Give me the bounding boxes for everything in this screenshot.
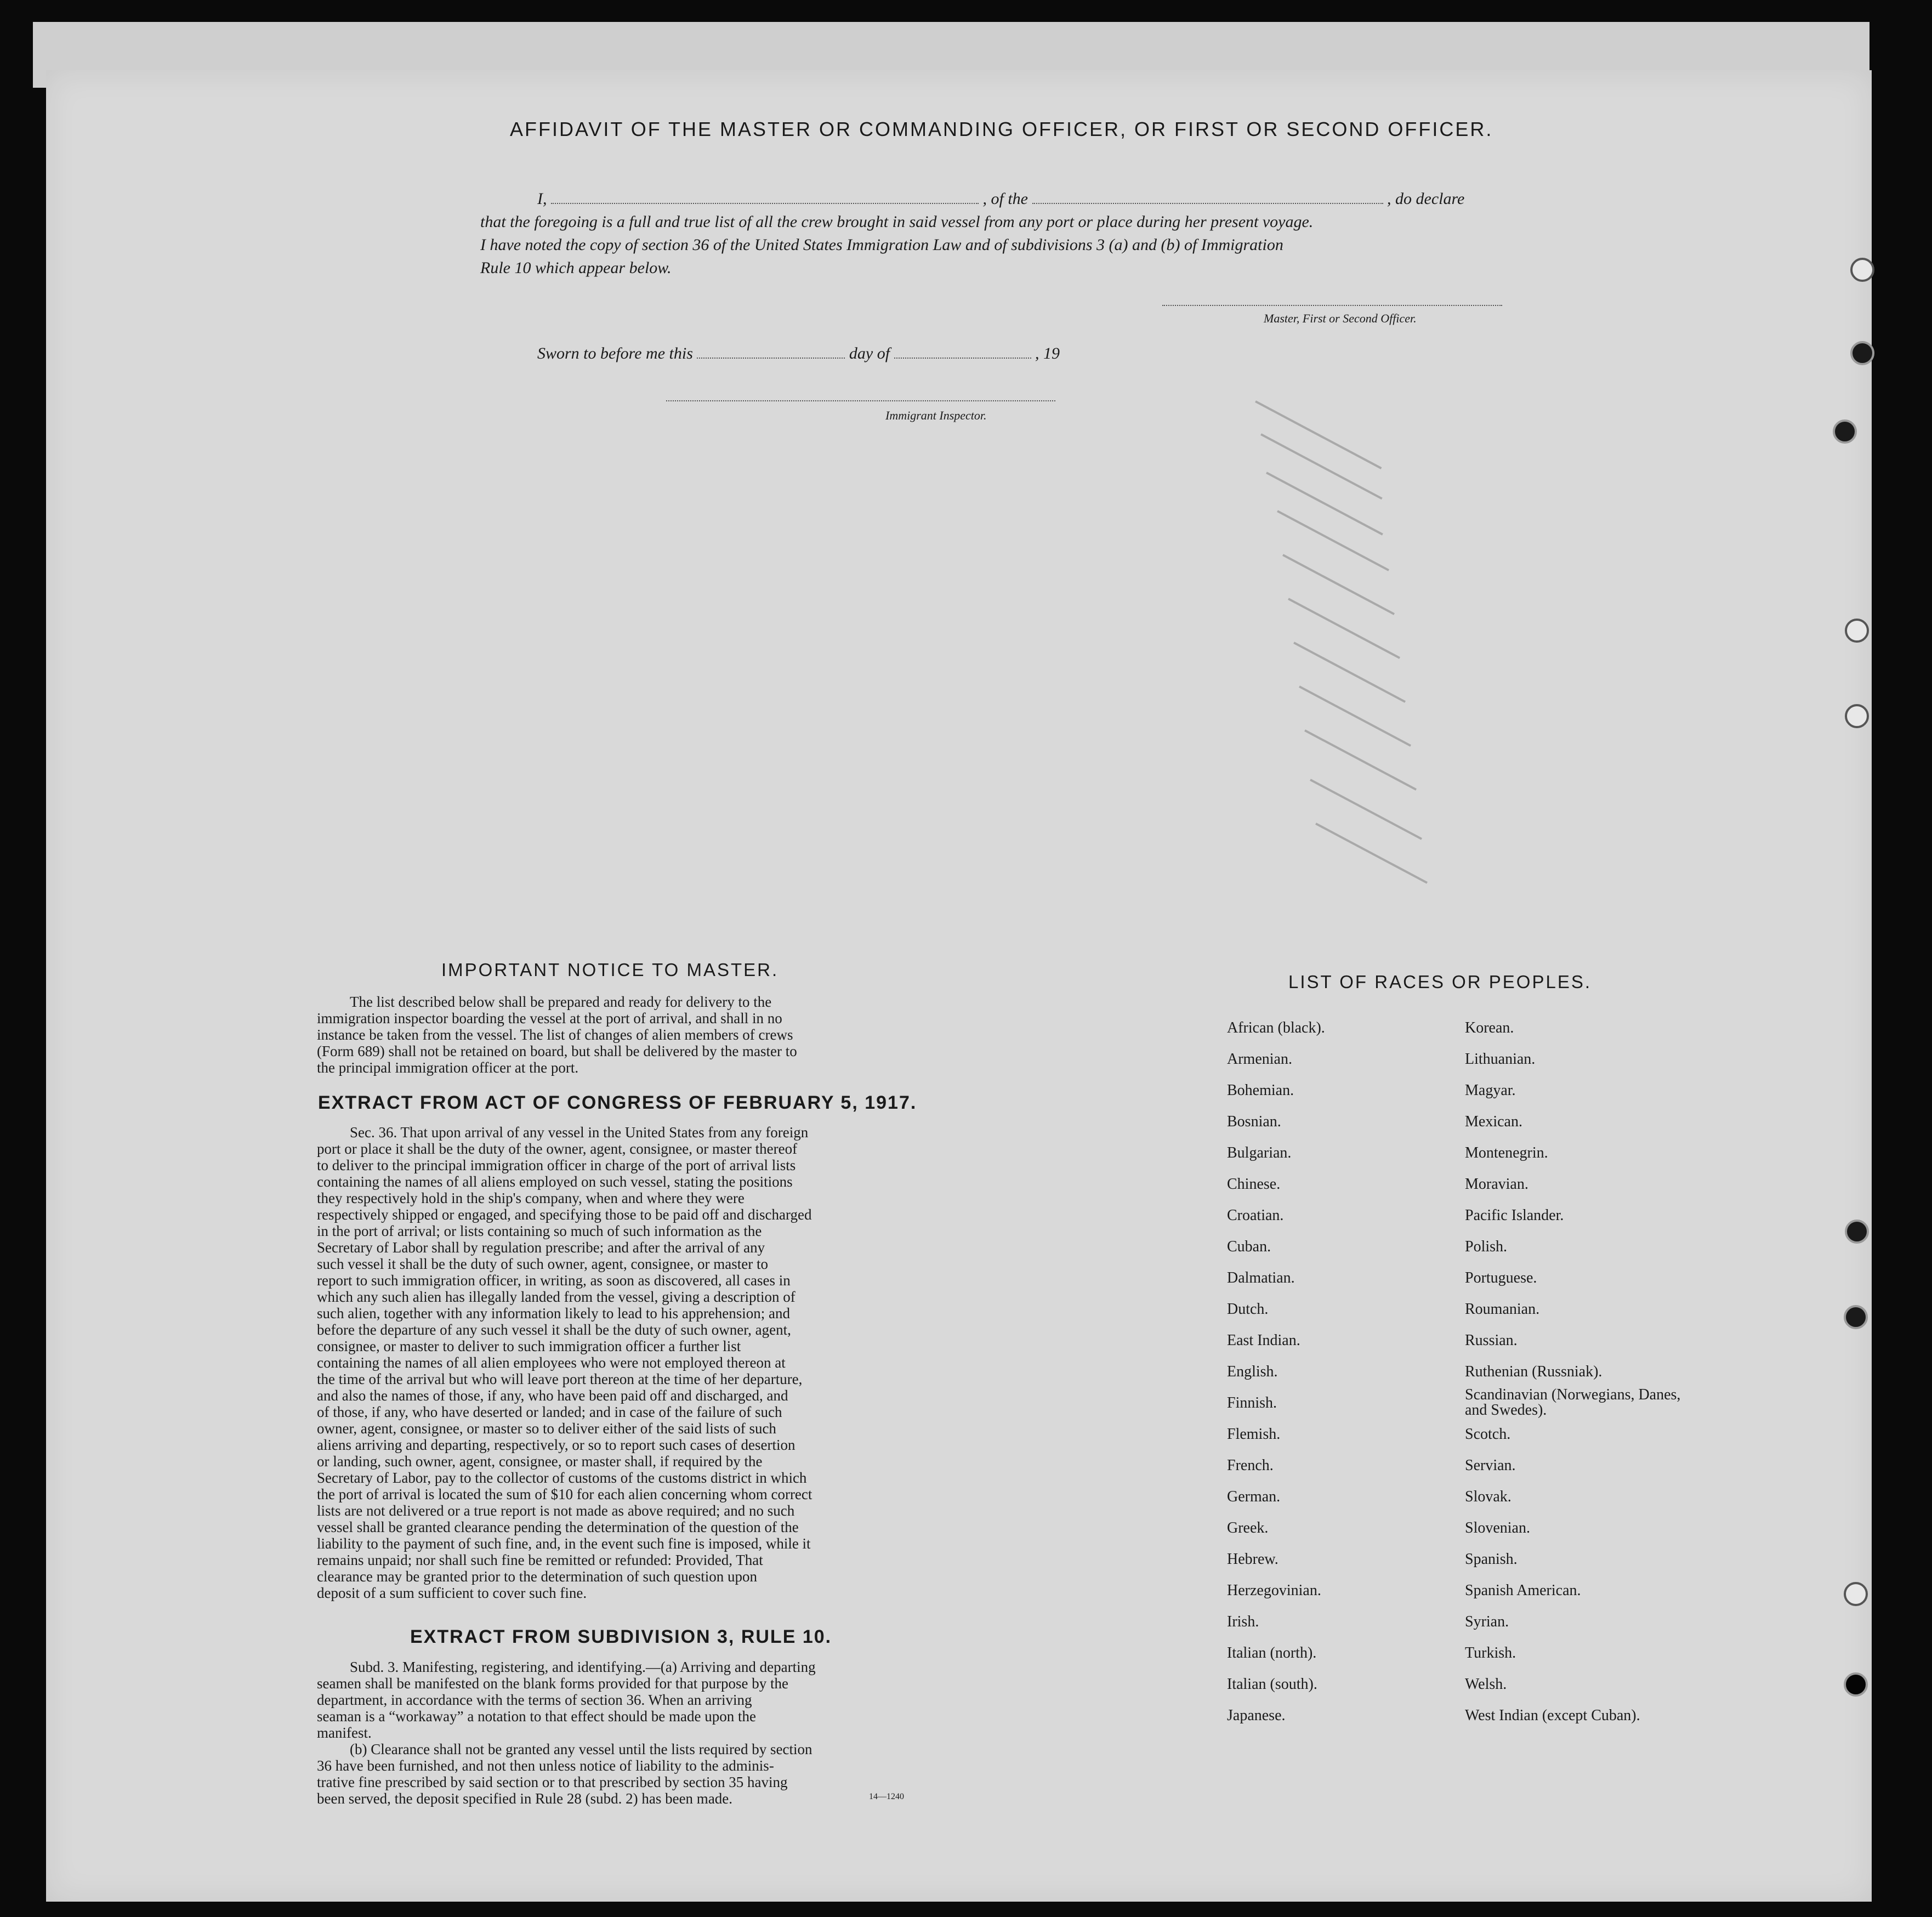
act-extract-line: before the departure of any such vessel it shall be the duty of such owner, agent, <box>317 1322 791 1338</box>
notice-title: IMPORTANT NOTICE TO MASTER. <box>441 960 779 980</box>
race-item: Croatian. <box>1227 1207 1284 1224</box>
race-item: Syrian. <box>1465 1613 1509 1630</box>
act-extract-line: remains unpaid; nor shall such fine be remitted or refunded: Provided, That <box>317 1552 763 1568</box>
sworn-text: Sworn to before me this <box>537 344 693 362</box>
race-item: Japanese. <box>1227 1707 1286 1724</box>
races-title: LIST OF RACES OR PEOPLES. <box>1288 972 1592 992</box>
act-extract-line: containing the names of all aliens employed on such vessel, stating the positions <box>317 1173 793 1190</box>
race-item: Scandinavian (Norwegians, Danes, and Swedes). <box>1465 1386 1681 1419</box>
binder-hole <box>1845 704 1869 728</box>
master-signature-line[interactable] <box>1162 305 1502 306</box>
act-extract-line: the time of the arrival but who will leave port thereon at the time of her departure, <box>317 1371 803 1387</box>
race-item: Greek. <box>1227 1519 1269 1536</box>
race-item: Finnish. <box>1227 1394 1277 1411</box>
rule-extract-title: EXTRACT FROM SUBDIVISION 3, RULE 10. <box>410 1626 832 1647</box>
vessel-name-field[interactable] <box>1032 203 1383 204</box>
race-item: Spanish. <box>1465 1551 1518 1568</box>
race-item: Herzegovinian. <box>1227 1582 1321 1599</box>
act-extract-line: deposit of a sum sufficient to cover such fine. <box>317 1585 587 1601</box>
rule-extract-line: 36 have been furnished, and not then unless notice of liability to the adminis- <box>317 1757 774 1774</box>
act-extract-line: clearance may be granted prior to the determination of such question upon <box>317 1568 757 1585</box>
act-extract-line: which any such alien has illegally landed from the vessel, giving a description of <box>317 1289 795 1305</box>
rule-extract-line: trative fine prescribed by said section or to that prescribed by section 35 having <box>317 1774 788 1790</box>
race-item: Bosnian. <box>1227 1113 1281 1130</box>
race-item: Slovak. <box>1465 1488 1511 1505</box>
race-item: Montenegrin. <box>1465 1144 1548 1161</box>
sworn-line <box>537 342 1060 365</box>
affidavit-title: AFFIDAVIT OF THE MASTER OR COMMANDING OFFICER, OR FIRST OR SECOND OFFICER. <box>510 118 1493 140</box>
act-extract-line: report to such immigration officer, in writing, as soon as discovered, all cases in <box>317 1272 791 1289</box>
race-item: Mexican. <box>1465 1113 1522 1130</box>
act-extract-line: owner, agent, consignee, or master so to deliver either of the said lists of such <box>317 1420 776 1437</box>
race-item: Armenian. <box>1227 1051 1292 1068</box>
race-item: Welsh. <box>1465 1676 1507 1693</box>
act-extract-line: Sec. 36. That upon arrival of any vessel in the United States from any foreign <box>350 1124 809 1141</box>
race-item: Turkish. <box>1465 1644 1516 1661</box>
race-item: Magyar. <box>1465 1082 1516 1099</box>
binder-hole <box>1844 1582 1868 1606</box>
races-left-column <box>1227 1012 1325 1731</box>
binder-hole <box>1845 1220 1869 1244</box>
declaration-line-2: that the foregoing is a full and true list of all the crew brought in said vessel from any port or place during her present voyage. <box>480 213 1314 231</box>
act-extract-line: in the port of arrival; or lists containing so much of such information as the <box>317 1223 762 1239</box>
binder-hole <box>1850 258 1874 282</box>
notice-line: immigration inspector boarding the vessel at the port of arrival, and shall in no <box>317 1010 782 1026</box>
race-item: German. <box>1227 1488 1281 1505</box>
notice-line: (Form 689) shall not be retained on board, but shall be delivered by the master to <box>317 1043 797 1059</box>
rule-extract-body <box>317 1659 934 1807</box>
rule-extract-line: manifest. <box>317 1725 372 1741</box>
declaration-of-the: , of the <box>982 190 1028 208</box>
rule-extract-line: (b) Clearance shall not be granted any vessel until the lists required by section <box>350 1741 812 1757</box>
act-extract-line: they respectively hold in the ship's company, when and where they were <box>317 1190 745 1206</box>
binder-hole <box>1850 341 1874 365</box>
act-extract-line: or landing, such owner, agent, consignee, or master shall, if required by the <box>317 1453 763 1470</box>
rule-extract-line: seamen shall be manifested on the blank forms provided for that purpose by the <box>317 1675 789 1692</box>
act-extract-line: such vessel it shall be the duty of such owner, agent, consignee, or master to <box>317 1256 768 1272</box>
rule-extract-line: seaman is a “workaway” a notation to that effect should be made upon the <box>317 1708 756 1725</box>
act-extract-line: vessel shall be granted clearance pending the determination of the question of the <box>317 1519 799 1535</box>
declaration-line-3: I have noted the copy of section 36 of the United States Immigration Law and of subdivisions 3 (a) and (b) of Immigration <box>480 236 1283 254</box>
act-extract-line: containing the names of all alien employees who were not employed thereon at <box>317 1354 786 1371</box>
race-item: Italian (south). <box>1227 1676 1317 1693</box>
race-item: Hebrew. <box>1227 1551 1278 1568</box>
act-extract-line: lists are not delivered or a true report is not made as above required; and no such <box>317 1502 795 1519</box>
race-item: Polish. <box>1465 1238 1508 1255</box>
act-extract-line: respectively shipped or engaged, and specifying those to be paid off and discharged <box>317 1206 812 1223</box>
act-extract-line: such alien, together with any information likely to lead to his apprehension; and <box>317 1305 791 1322</box>
inspector-label: Immigrant Inspector. <box>885 409 987 422</box>
act-extract-body <box>317 1124 934 1601</box>
sworn-year: , 19 <box>1035 344 1060 362</box>
act-extract-line: to deliver to the principal immigration officer in charge of the port of arrival lists <box>317 1157 796 1173</box>
binder-hole <box>1844 1672 1868 1697</box>
race-item: African (black). <box>1227 1019 1325 1036</box>
sworn-month-field[interactable] <box>894 358 1031 359</box>
race-item: Flemish. <box>1227 1426 1281 1443</box>
declaration-i: I, <box>537 190 547 208</box>
race-item: Korean. <box>1465 1019 1514 1036</box>
act-extract-line: the port of arrival is located the sum of $10 for each alien concerning whom correct <box>317 1486 812 1502</box>
declaration-line-1 <box>537 188 1464 211</box>
act-extract-line: Secretary of Labor, pay to the collector of customs of the customs district in which <box>317 1470 807 1486</box>
rule-extract-line: Subd. 3. Manifesting, registering, and identifying.—(a) Arriving and departing <box>350 1659 816 1675</box>
race-item: Cuban. <box>1227 1238 1271 1255</box>
race-item: Irish. <box>1227 1613 1259 1630</box>
races-right-column <box>1465 1012 1706 1731</box>
race-item: Roumanian. <box>1465 1301 1540 1318</box>
race-item: Dutch. <box>1227 1301 1269 1318</box>
race-item: Ruthenian (Russniak). <box>1465 1363 1603 1380</box>
race-item: Italian (north). <box>1227 1644 1317 1661</box>
act-extract-line: of those, if any, who have deserted or landed; and in case of the failure of such <box>317 1404 782 1420</box>
race-item: Pacific Islander. <box>1465 1207 1564 1224</box>
binder-hole <box>1844 1305 1868 1329</box>
act-extract-line: consignee, or master to deliver to such immigration officer a further list <box>317 1338 741 1354</box>
notice-line: The list described below shall be prepared and ready for delivery to the <box>350 994 772 1010</box>
race-item: Bulgarian. <box>1227 1144 1292 1161</box>
act-extract-line: Secretary of Labor shall by regulation prescribe; and after the arrival of any <box>317 1239 765 1256</box>
sworn-day-of: day of <box>849 344 890 362</box>
act-extract-line: and also the names of those, if any, who have been paid off and discharged, and <box>317 1387 788 1404</box>
act-extract-line: aliens arriving and departing, respectively, or so to report such cases of desertion <box>317 1437 795 1453</box>
race-item: East Indian. <box>1227 1332 1300 1349</box>
race-item: Lithuanian. <box>1465 1051 1536 1068</box>
act-extract-line: liability to the payment of such fine, and, in the event such fine is imposed, while it <box>317 1535 811 1552</box>
race-item: West Indian (except Cuban). <box>1465 1707 1640 1724</box>
race-item: French. <box>1227 1457 1274 1474</box>
notice-line: instance be taken from the vessel. The list of changes of alien members of crews <box>317 1026 793 1043</box>
declaration-line-4: Rule 10 which appear below. <box>480 259 672 277</box>
race-item: English. <box>1227 1363 1278 1380</box>
race-item: Bohemian. <box>1227 1082 1294 1099</box>
rule-extract-line: department, in accordance with the terms of section 36. When an arriving <box>317 1692 752 1708</box>
form-number: 14—1240 <box>869 1792 904 1801</box>
race-item: Chinese. <box>1227 1176 1281 1193</box>
declaration-do-declare: , do declare <box>1387 190 1465 208</box>
binder-hole <box>1845 619 1869 643</box>
race-item: Slovenian. <box>1465 1519 1530 1536</box>
notice-line: the principal immigration officer at the port. <box>317 1059 579 1076</box>
act-extract-line: port or place it shall be the duty of the owner, agent, consignee, or master thereof <box>317 1141 798 1157</box>
officer-name-field[interactable] <box>551 203 979 204</box>
notice-body <box>317 994 934 1076</box>
master-signature-label: Master, First or Second Officer. <box>1264 311 1417 325</box>
race-item: Servian. <box>1465 1457 1516 1474</box>
race-item: Portuguese. <box>1465 1269 1537 1286</box>
race-item: Scotch. <box>1465 1426 1511 1443</box>
binder-hole <box>1833 419 1857 444</box>
inspector-signature-line[interactable] <box>666 400 1055 401</box>
race-item: Moravian. <box>1465 1176 1528 1193</box>
act-extract-title: EXTRACT FROM ACT OF CONGRESS OF FEBRUARY 5, 1917. <box>318 1092 917 1113</box>
rule-extract-line: been served, the deposit specified in Rule 28 (subd. 2) has been made. <box>317 1790 733 1807</box>
race-item: Dalmatian. <box>1227 1269 1295 1286</box>
race-item: Russian. <box>1465 1332 1518 1349</box>
race-item: Spanish American. <box>1465 1582 1581 1599</box>
sworn-day-field[interactable] <box>697 358 845 359</box>
